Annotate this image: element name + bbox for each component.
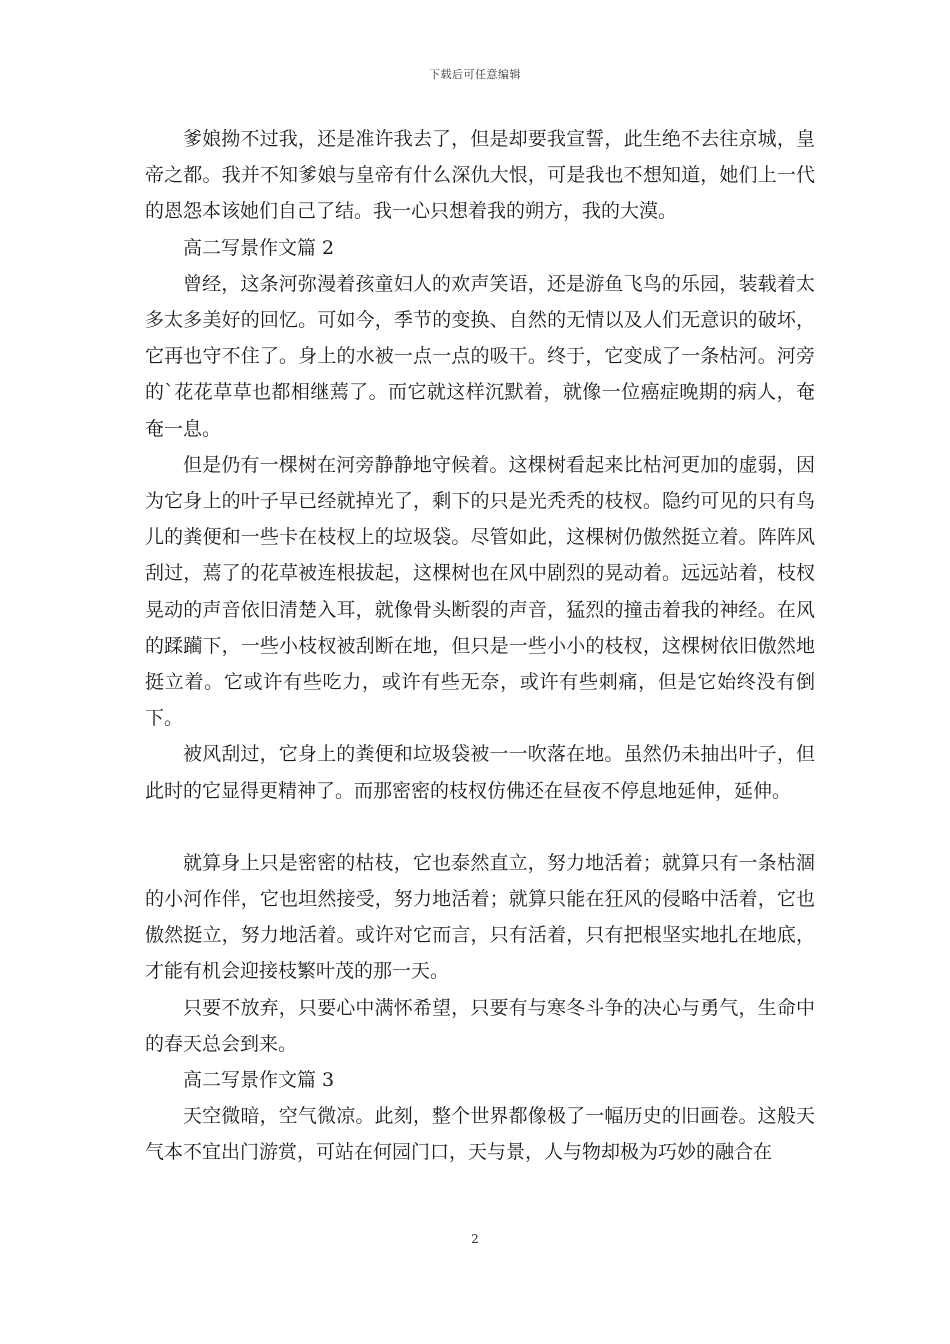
paragraph: 就算身上只是密密的枯枝，它也泰然直立，努力地活着；就算只有一条枯涸的小河作伴，它也坦然接受，努力地活着；就算只能在狂风的侵略中活着，它也傲然挺立，努力地活着。或许对它而言，只有活着，只有把根坚实地扎在地底，才能有机会迎接枝繁叶茂的那一天。: [145, 851, 815, 983]
paragraph: 但是仍有一棵树在河旁静静地守候着。这棵树看起来比枯河更加的虚弱，因为它身上的叶子早已经就掉光了，剩下的只是光秃秃的枝杈。隐约可见的只有鸟儿的粪便和一些卡在枝杈上的垃圾袋。尽管如此，这棵树仍傲然挺立着。阵阵风刮过，蔫了的花草被连根拔起，这棵树也在风中剧烈的晃动着。远远站着，枝杈晃动的声音依旧清楚入耳，就像骨头断裂的声音，猛烈的撞击着我的神经。在风的蹂躏下，一些小枝杈被刮断在地，但只是一些小小的枝杈，这棵树依旧傲然地挺立着。它或许有些吃力，或许有些无奈，或许有些刺痛，但是它始终没有倒下。: [145, 453, 815, 730]
page-number: 2: [471, 1232, 479, 1246]
paragraph: 爹娘拗不过我，还是准许我去了，但是却要我宣誓，此生绝不去往京城，皇帝之都。我并不知爹娘与皇帝有什么深仇大恨，可是我也不想知道，她们上一代的恩怨本该她们自己了结。我一心只想着我的朔方，我的大漠。: [145, 128, 815, 223]
paragraph: 曾经，这条河弥漫着孩童妇人的欢声笑语，还是游鱼飞鸟的乐园，装载着太多太多美好的回忆。可如今，季节的变换、自然的无情以及人们无意识的破坏，它再也守不住了。身上的水被一点一点的吸干。终于，它变成了一条枯河。河旁的`花花草草也都相继蔫了。而它就这样沉默着，就像一位癌症晚期的病人，奄奄一息。: [145, 272, 815, 440]
page-header: 下载后可任意编辑: [429, 68, 521, 81]
paragraph: 只要不放弃，只要心中满怀希望，只要有与寒冬斗争的决心与勇气，生命中的春天总会到来。: [145, 996, 815, 1055]
section-heading: 高二写景作文篇 3: [183, 1069, 335, 1092]
document-body: [145, 121, 815, 1171]
paragraph: 天空微暗，空气微凉。此刻，整个世界都像极了一幅历史的旧画卷。这般天气本不宜出门游赏，可站在何园门口，天与景，人与物却极为巧妙的融合在: [145, 1105, 815, 1164]
paragraph: 被风刮过，它身上的粪便和垃圾袋被一一吹落在地。虽然仍未抽出叶子，但此时的它显得更精神了。而那密密的枝杈仿佛还在昼夜不停息地延伸，延伸。: [145, 743, 815, 802]
section-heading: 高二写景作文篇 2: [183, 236, 335, 259]
blank-line: [145, 809, 815, 845]
